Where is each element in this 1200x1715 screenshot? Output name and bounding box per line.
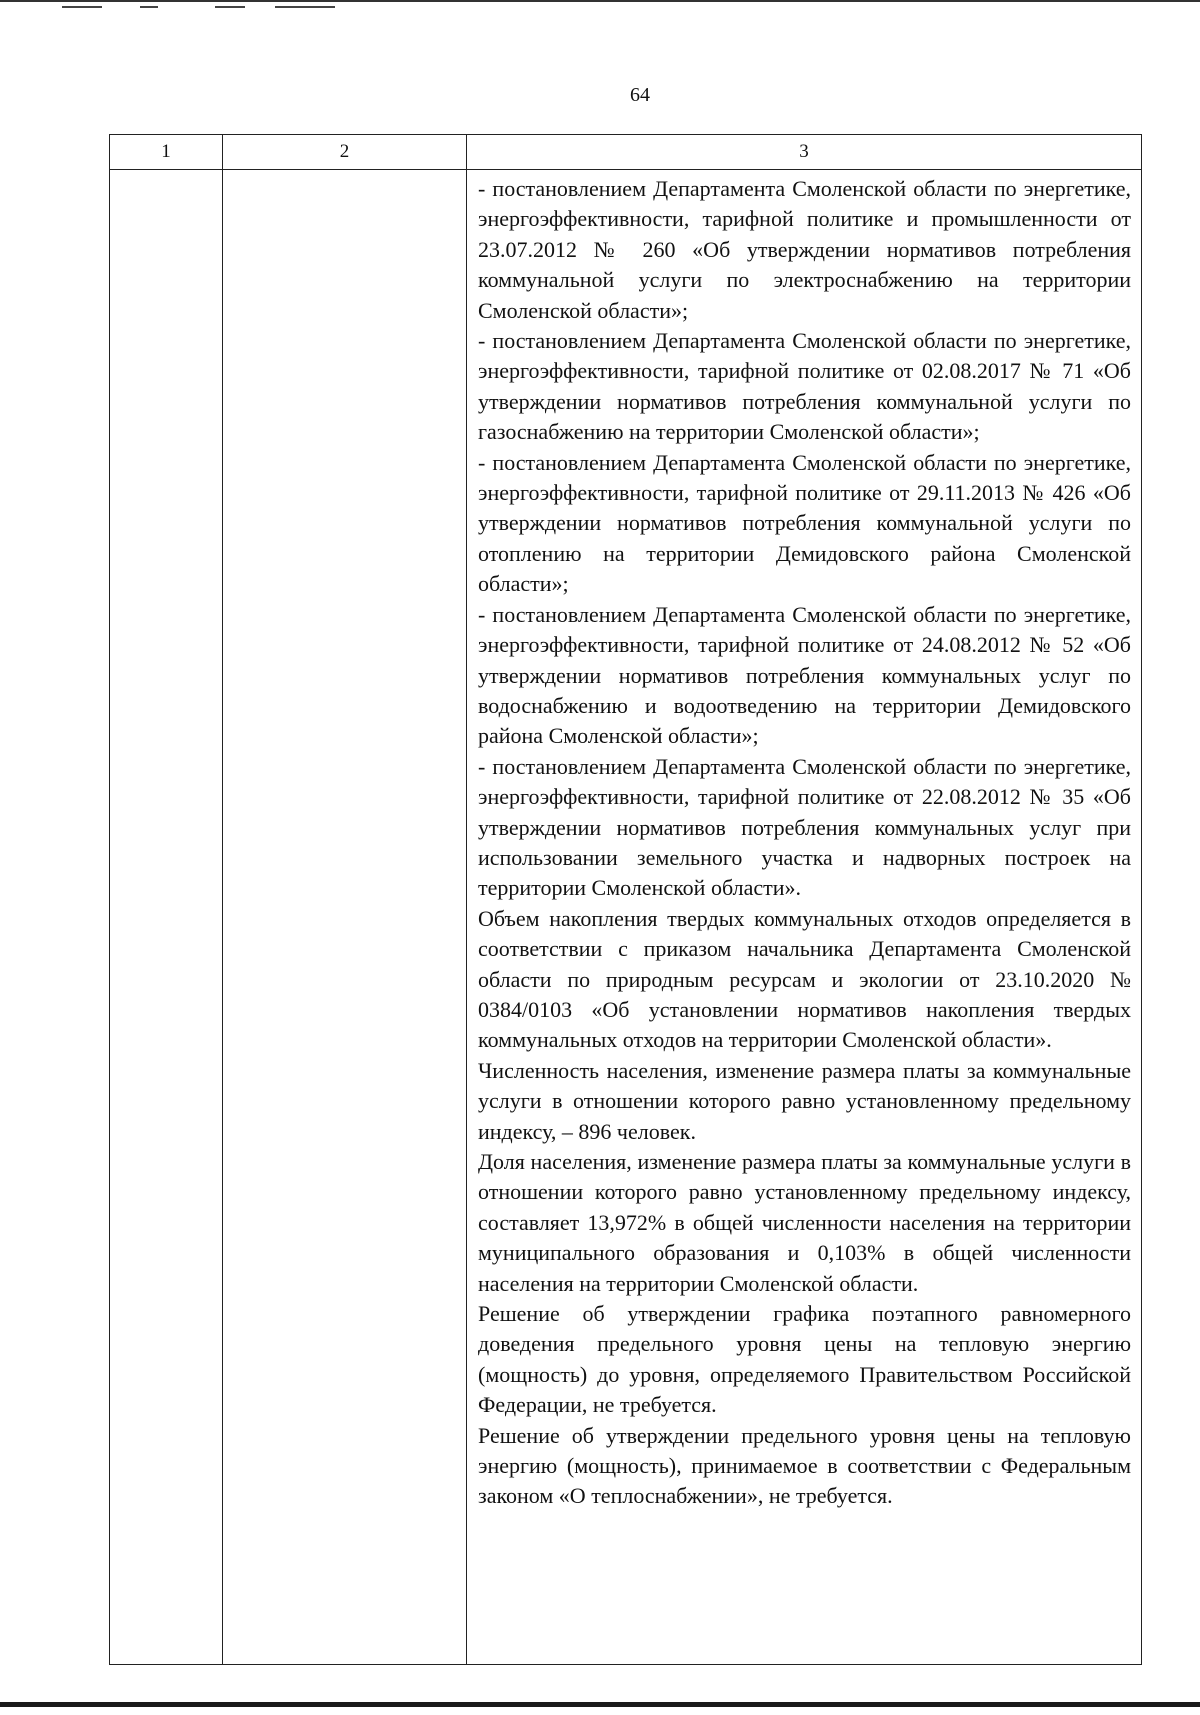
scan-mark <box>215 6 245 8</box>
scan-bottom-edge <box>0 1702 1200 1707</box>
paragraph-resolution-gas: - постановлением Департамента Смоленской области по энергетике, энергоэффективности, тарифной политике от 02.08.2017 № 71 «Об утверждении нормативов потребления коммунальной услуги по газоснабжению на территории Смоленской области»; <box>478 328 1131 445</box>
column-1-cell <box>110 170 223 1665</box>
column-header-1: 1 <box>110 135 223 170</box>
scan-mark <box>62 6 102 8</box>
paragraph-waste-volume: Объем накопления твердых коммунальных отходов определяется в соответствии с приказом начальника Департамента Смоленской области по природным ресурсам и экологии от 23.10.2020 № 0384/0103 «Об установлении нормативов накопления твердых коммунальных отходов на территории Смоленской области». <box>478 905 1131 1053</box>
column-2-cell <box>223 170 467 1665</box>
paragraph-resolution-water: - постановлением Департамента Смоленской области по энергетике, энергоэффективности, тарифной политике от 24.08.2012 № 52 «Об утверждении нормативов потребления коммунальных услуг по водоснабжению и водоотведению на территории Демидовского района Смоленской области»; <box>478 601 1131 749</box>
paragraph-population-share: Доля населения, изменение размера платы за коммунальные услуги в отношении которого равно установленному предельному индексу, составляет 13,972% в общей численности населения на территории муниципального образования и 0,103% в общей численности населения на территории Смоленской области. <box>478 1149 1131 1296</box>
paragraph-resolution-electricity: - постановлением Департамента Смоленской области по энергетике, энергоэффективности, тарифной политике и промышленности от 23.07.2012 № 260 «Об утверждении нормативов потребления коммунальной услуги по электроснабжению на территории Смоленской области»; <box>478 176 1131 323</box>
table-row <box>110 170 1142 1665</box>
paragraph-price-decision: Решение об утверждении предельного уровня цены на тепловую энергию (мощность), принимаемое в соответствии с Федеральным законом «О теплоснабжении», не требуется. <box>478 1422 1131 1509</box>
paragraph-population-count: Численность населения, изменение размера платы за коммунальные услуги в отношении которого равно установленному предельному индексу, – 896 человек. <box>478 1057 1131 1144</box>
header-row <box>110 135 1142 170</box>
paragraph-resolution-heating: - постановлением Департамента Смоленской области по энергетике, энергоэффективности, тарифной политике от 29.11.2013 № 426 «Об утверждении нормативов потребления коммунальной услуги по отоплению на территории Демидовского района Смоленской области»; <box>478 449 1131 597</box>
paragraph-schedule-decision: Решение об утверждении графика поэтапного равномерного доведения предельного уровня цены на тепловую энергию (мощность) до уровня, определяемого Правительством Российской Федерации, не требуется. <box>478 1301 1131 1418</box>
document-table <box>109 134 1142 1665</box>
column-header-3: 3 <box>467 135 1142 170</box>
scan-top-edge <box>0 0 1200 14</box>
page-number: 64 <box>630 84 650 106</box>
paragraph-resolution-land: - постановлением Департамента Смоленской области по энергетике, энергоэффективности, тарифной политике от 22.08.2012 № 35 «Об утверждении нормативов потребления коммунальных услуг при использовании земельного участка и надворных построек на территории Смоленской области». <box>478 753 1131 901</box>
scan-mark <box>140 6 158 8</box>
column-3-cell <box>467 170 1142 1665</box>
scan-mark <box>275 6 335 8</box>
column-3-content <box>467 170 1141 1512</box>
column-header-2: 2 <box>223 135 467 170</box>
